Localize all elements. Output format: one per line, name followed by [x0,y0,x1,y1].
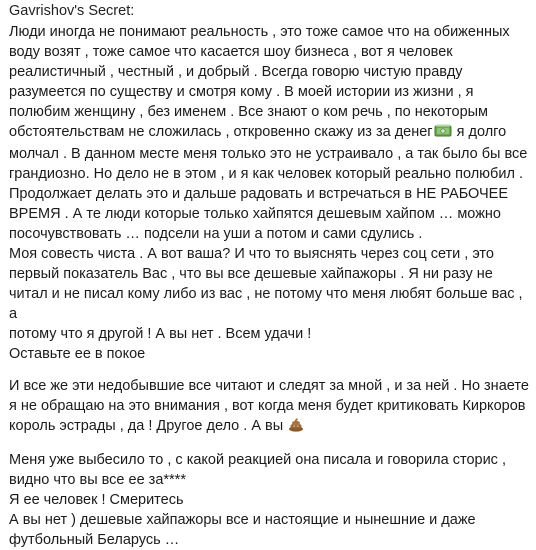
paragraph-gap [9,364,530,376]
post-paragraph-1 [9,22,530,364]
paragraph-1-text-b: я долго молчал . В данном месте меня только это не устраивало , а так было бы все грандиозно. Но дело не в этом , и я как человек который реально полюбил . Продолжает делать это и дальше радовать и встречаться в НЕ РАБОЧЕЕ ВРЕМЯ . А те люди которые только хайпятся дешевым хайпом … можно посочувствовать … подсели на уши а потом и сами сдулись . Моя совесть чиста . А вот ваша? И что то выяснять через соц сети , это первый показатель Вас , что вы все дешевые хайпажоры . Я ни разу не читал и не писал кому либо из вас , не потому что меня любят больше вас , а потому что я другой ! А вы нет . Всем удачи ! Оставьте ее в покое [9,124,528,362]
post-paragraph-3: Меня уже выбесило то , с какой реакцией она писала и говорила сторис , видно что вы все ее за**** Я ее человек ! Смеритесь А вы нет ) дешевые хайпажоры все и настоящие и нынешние и даже футбольный Беларусь … [9,452,506,548]
paragraph-2-text: И все же эти недобывшие все читают и следят за мной , и за ней . Но знаете я не обращаю на это внимания , вот когда меня будет критиковать Киркоров король эстрады , да ! Другое дело . А вы [9,378,529,434]
post-title: Gavrishov's Secret: [9,3,135,19]
paragraph-gap [9,438,530,450]
paragraph-1-text-a: Люди иногда не понимают реальность , это тоже самое что на обиженных воду возят , тоже самое что касается шоу бизнеса , вот я человек реалистичный , честный , и добрый . Всегда говорю чистую правду разумеется по существу и смотря кому . В моей истории из жизни , я полюбим женщину , без именем . Все знают о ком речь , по некоторым обстоятельствам не сложилась , откровенно скажу из за денег [9,24,510,140]
post-paragraph-2 [9,376,530,438]
poop-emoji-icon [288,416,304,438]
money-emoji-icon [434,124,452,144]
